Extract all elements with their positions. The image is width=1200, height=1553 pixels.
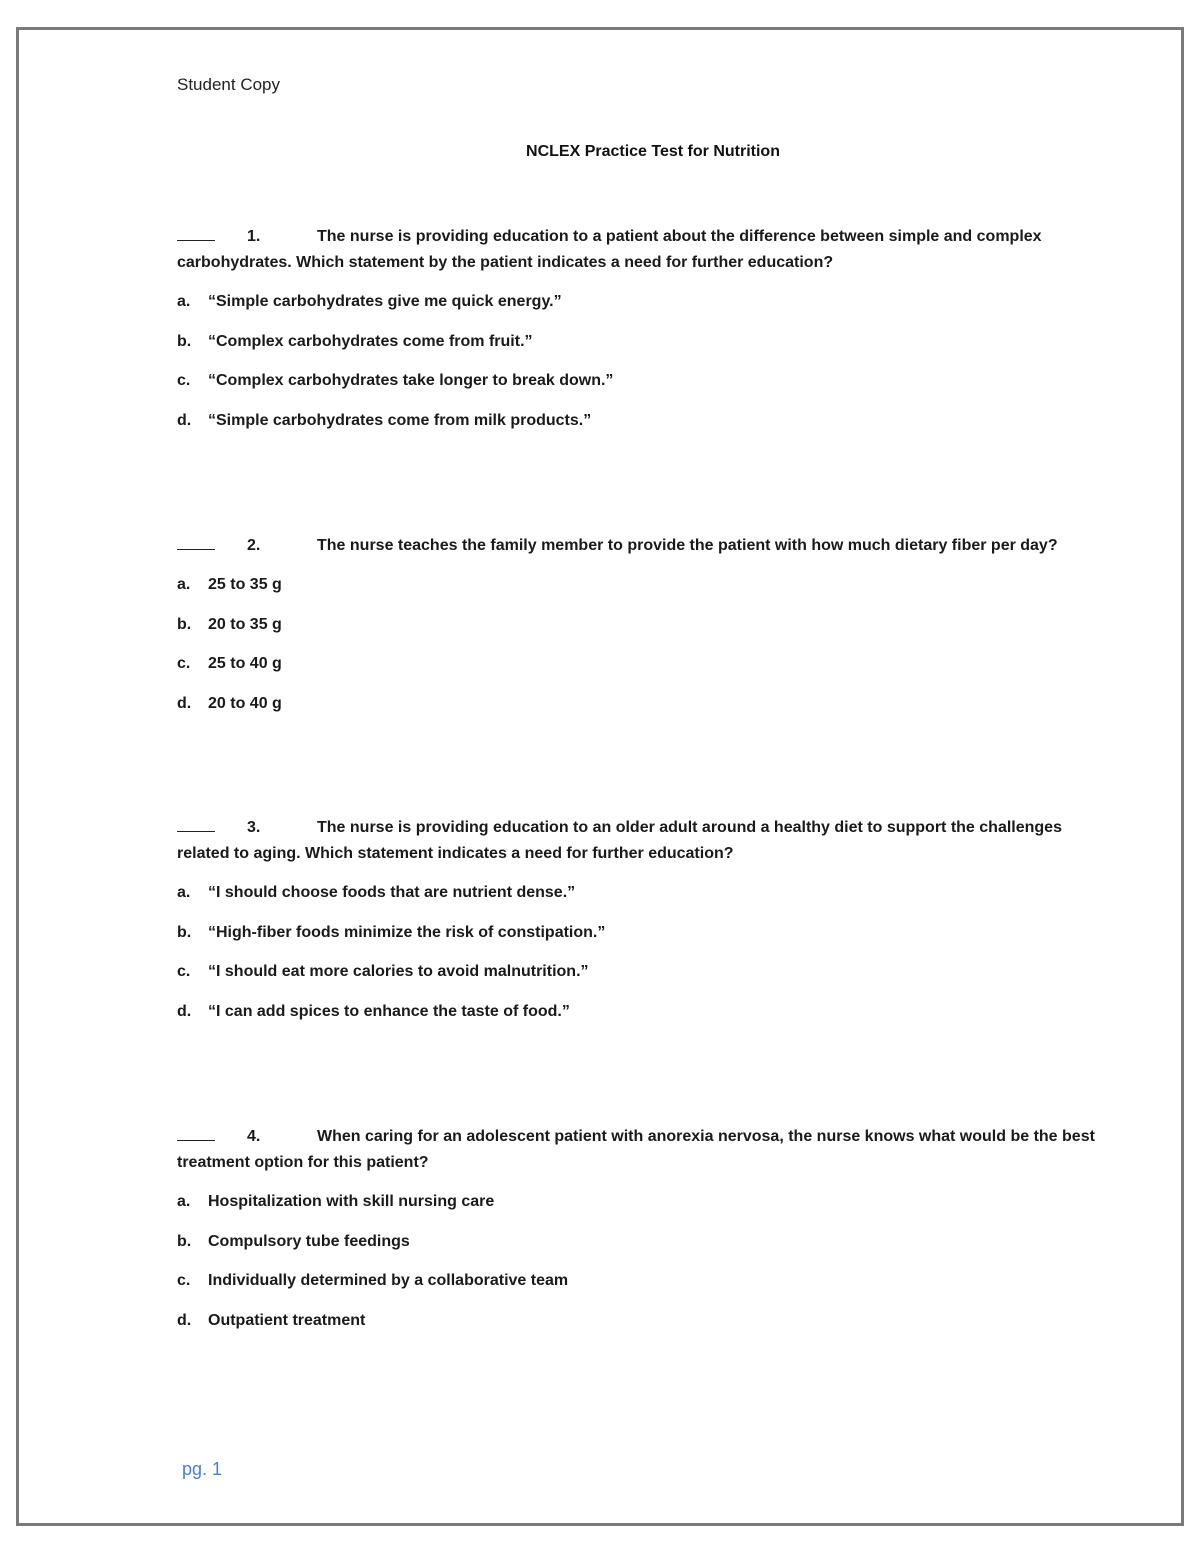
option-text: 25 to 40 g	[208, 655, 282, 673]
question-3	[177, 815, 1107, 1038]
answer-blank[interactable]	[177, 815, 215, 832]
option-text: “Complex carbohydrates come from fruit.”	[208, 332, 533, 350]
option-letter: b.	[177, 332, 192, 350]
question-text: The nurse is providing education to an older adult around a healthy diet to support the challenges related to aging. Which statement indicates a need for further education?	[177, 819, 1062, 862]
answer-blank[interactable]	[177, 1124, 215, 1141]
options-list	[177, 572, 1117, 730]
option-a	[177, 1189, 1107, 1229]
option-letter: c.	[177, 963, 191, 981]
option-d	[177, 1308, 1107, 1348]
options-list	[177, 880, 1107, 1038]
option-text: Hospitalization with skill nursing care	[208, 1193, 495, 1210]
option-text: “Complex carbohydrates take longer to break down.”	[208, 372, 614, 390]
options-list	[177, 1189, 1107, 1347]
option-a	[177, 572, 1117, 612]
option-b	[177, 329, 1107, 369]
page-number: pg. 1	[182, 1459, 223, 1479]
option-letter: d.	[177, 1311, 192, 1329]
option-text: Compulsory tube feedings	[208, 1232, 410, 1250]
question-stem	[177, 1124, 1107, 1176]
option-text: 25 to 35 g	[208, 576, 282, 593]
question-number: 3.	[247, 819, 261, 836]
option-letter: b.	[177, 1232, 192, 1250]
question-number: 1.	[247, 228, 261, 245]
option-d	[177, 408, 1107, 448]
option-a	[177, 289, 1107, 329]
question-text: The nurse teaches the family member to provide the patient with how much dietary fiber per day?	[317, 537, 1058, 554]
option-text: Individually determined by a collaborative team	[208, 1272, 569, 1290]
question-4	[177, 1124, 1107, 1347]
option-letter: c.	[177, 1272, 191, 1290]
option-letter: a.	[177, 576, 191, 593]
option-text: 20 to 40 g	[208, 694, 282, 712]
option-letter: c.	[177, 655, 191, 673]
option-text: “Simple carbohydrates come from milk products.”	[208, 411, 592, 429]
option-letter: d.	[177, 411, 192, 429]
option-c	[177, 368, 1107, 408]
option-letter: b.	[177, 923, 192, 941]
option-text: “High-fiber foods minimize the risk of constipation.”	[208, 923, 606, 941]
option-text: 20 to 35 g	[208, 615, 282, 633]
options-list	[177, 289, 1107, 447]
option-text: “I should eat more calories to avoid malnutrition.”	[208, 963, 589, 981]
option-d	[177, 999, 1107, 1039]
option-c	[177, 959, 1107, 999]
option-a	[177, 880, 1107, 920]
option-b	[177, 612, 1117, 652]
option-b	[177, 1229, 1107, 1269]
option-letter: d.	[177, 694, 192, 712]
question-number: 2.	[247, 537, 261, 554]
question-stem	[177, 533, 1117, 559]
option-b	[177, 920, 1107, 960]
option-text: Outpatient treatment	[208, 1311, 366, 1329]
question-1	[177, 224, 1107, 447]
option-letter: c.	[177, 372, 191, 390]
option-text: “I can add spices to enhance the taste of food.”	[208, 1002, 570, 1020]
option-letter: a.	[177, 884, 191, 901]
option-text: “Simple carbohydrates give me quick energy.”	[208, 293, 562, 310]
question-number: 4.	[247, 1128, 261, 1145]
option-letter: a.	[177, 293, 191, 310]
option-letter: b.	[177, 615, 192, 633]
option-c	[177, 651, 1117, 691]
option-letter: a.	[177, 1193, 191, 1210]
option-d	[177, 691, 1117, 731]
question-stem	[177, 815, 1107, 867]
option-c	[177, 1268, 1107, 1308]
question-stem	[177, 224, 1107, 276]
answer-blank[interactable]	[177, 224, 215, 241]
option-text: “I should choose foods that are nutrient dense.”	[208, 884, 576, 901]
question-text: The nurse is providing education to a patient about the difference between simple and complex carbohydrates. Which statement by the patient indicates a need for further education?	[177, 228, 1042, 271]
answer-blank[interactable]	[177, 533, 215, 550]
question-text: When caring for an adolescent patient with anorexia nervosa, the nurse knows what would be the best treatment option for this patient?	[177, 1128, 1095, 1171]
header-label: Student Copy	[177, 75, 281, 94]
option-letter: d.	[177, 1002, 192, 1020]
document-title: NCLEX Practice Test for Nutrition	[526, 143, 780, 160]
question-2	[177, 533, 1117, 730]
